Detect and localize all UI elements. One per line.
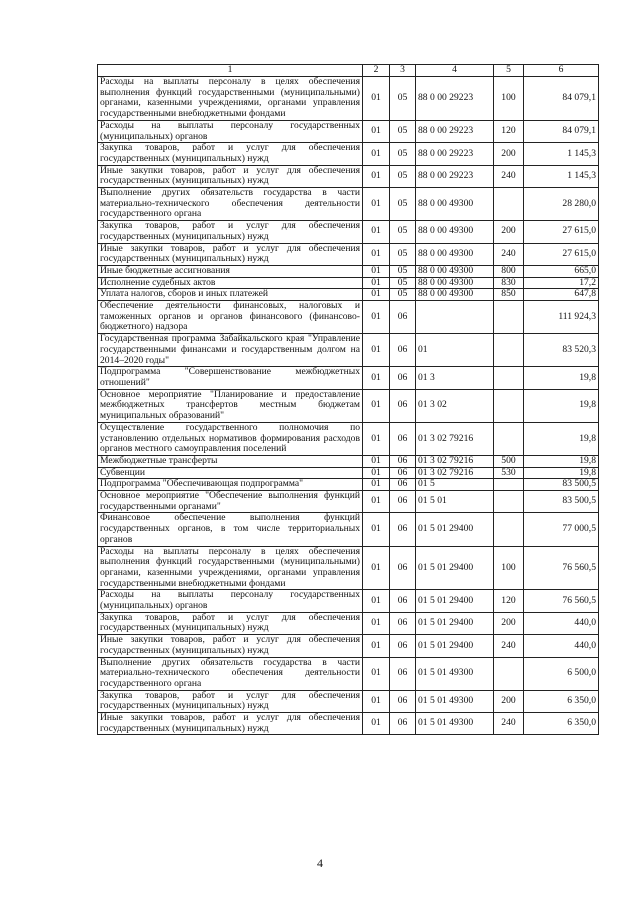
row-expense-type-cell [494, 389, 524, 422]
header-cell-name: 1 [98, 65, 363, 77]
row-name-cell: Иные закупки товаров, работ и услуг для обеспечения государственных (муниципальных) нужд [98, 635, 363, 657]
row-subsection-cell: 06 [390, 713, 416, 735]
row-section-cell: 01 [363, 690, 390, 712]
row-name-cell: Иные закупки товаров, работ и услуг для обеспечения государственных (муниципальных) нужд [98, 243, 363, 265]
row-expense-type-cell [494, 188, 524, 221]
budget-table [97, 64, 599, 735]
row-name-cell: Государственная программа Забайкальского края "Управление государственными финансами и государственным долгом на 2014–2020 годы" [98, 334, 363, 367]
row-amount-cell: 440,0 [524, 635, 599, 657]
row-section-cell: 01 [363, 657, 390, 690]
row-amount-cell: 6 350,0 [524, 713, 599, 735]
row-target-article-cell: 01 5 01 29400 [416, 635, 494, 657]
row-expense-type-cell: 200 [494, 221, 524, 243]
row-name-cell: Обеспечение деятельности финансовых, налоговых и таможенных органов и органов финансового (финансово-бюджетного) надзора [98, 301, 363, 334]
row-section-cell: 01 [363, 165, 390, 187]
row-section-cell: 01 [363, 422, 390, 455]
row-amount-cell: 76 560,5 [524, 546, 599, 590]
row-name-cell: Расходы на выплаты персоналу в целях обеспечения выполнения функций государственными (муниципальными) органами, казенными учреждениями, органами управления государственными внебюджетными фондами [98, 77, 363, 121]
row-subsection-cell: 05 [390, 143, 416, 165]
row-target-article-cell: 88 0 00 49300 [416, 188, 494, 221]
row-target-article-cell: 01 3 [416, 367, 494, 389]
row-subsection-cell: 06 [390, 301, 416, 334]
row-name-cell: Подпрограмма "Обеспечивающая подпрограмма" [98, 479, 363, 491]
header-cell-expense-type: 5 [494, 65, 524, 77]
table-row [98, 479, 599, 491]
table-row [98, 188, 599, 221]
row-target-article-cell: 88 0 00 49300 [416, 265, 494, 277]
row-name-cell: Закупка товаров, работ и услуг для обеспечения государственных (муниципальных) нужд [98, 612, 363, 634]
row-expense-type-cell [494, 334, 524, 367]
header-cell-amount: 6 [524, 65, 599, 77]
row-target-article-cell: 01 5 01 29400 [416, 612, 494, 634]
table-row [98, 635, 599, 657]
table-row [98, 334, 599, 367]
row-section-cell: 01 [363, 612, 390, 634]
row-expense-type-cell: 830 [494, 277, 524, 289]
row-amount-cell: 84 079,1 [524, 77, 599, 121]
row-target-article-cell: 01 3 02 [416, 389, 494, 422]
row-section-cell: 01 [363, 301, 390, 334]
row-expense-type-cell: 500 [494, 455, 524, 467]
row-amount-cell: 17,2 [524, 277, 599, 289]
row-section-cell: 01 [363, 334, 390, 367]
row-amount-cell: 111 924,3 [524, 301, 599, 334]
row-expense-type-cell: 120 [494, 120, 524, 142]
row-amount-cell: 665,0 [524, 265, 599, 277]
row-section-cell: 01 [363, 277, 390, 289]
row-amount-cell: 27 615,0 [524, 243, 599, 265]
row-subsection-cell: 06 [390, 657, 416, 690]
row-target-article-cell: 01 [416, 334, 494, 367]
row-section-cell: 01 [363, 590, 390, 612]
row-section-cell: 01 [363, 243, 390, 265]
row-subsection-cell: 06 [390, 334, 416, 367]
row-amount-cell: 1 145,3 [524, 143, 599, 165]
row-target-article-cell: 88 0 00 49300 [416, 221, 494, 243]
row-target-article-cell: 01 5 01 49300 [416, 657, 494, 690]
row-subsection-cell: 06 [390, 467, 416, 479]
row-amount-cell: 6 500,0 [524, 657, 599, 690]
row-expense-type-cell [494, 491, 524, 513]
row-name-cell: Финансовое обеспечение выполнения функций государственных органов, в том числе территориальных органов [98, 513, 363, 546]
table-row [98, 455, 599, 467]
row-target-article-cell: 01 5 01 49300 [416, 713, 494, 735]
row-amount-cell: 1 145,3 [524, 165, 599, 187]
table-row [98, 143, 599, 165]
row-target-article-cell: 01 5 01 [416, 491, 494, 513]
row-name-cell: Осуществление государственного полномочия по установлению отдельных нормативов формирования расходов органов местного самоуправления поселений [98, 422, 363, 455]
row-amount-cell: 19,8 [524, 367, 599, 389]
row-subsection-cell: 05 [390, 188, 416, 221]
row-subsection-cell: 06 [390, 479, 416, 491]
row-amount-cell: 28 280,0 [524, 188, 599, 221]
row-expense-type-cell: 200 [494, 690, 524, 712]
row-target-article-cell: 01 3 02 79216 [416, 422, 494, 455]
row-expense-type-cell [494, 657, 524, 690]
row-expense-type-cell: 200 [494, 143, 524, 165]
row-target-article-cell: 01 5 01 49300 [416, 690, 494, 712]
table-row [98, 120, 599, 142]
row-section-cell: 01 [363, 120, 390, 142]
row-section-cell: 01 [363, 289, 390, 301]
row-target-article-cell: 88 0 00 29223 [416, 143, 494, 165]
row-target-article-cell: 88 0 00 29223 [416, 77, 494, 121]
row-target-article-cell: 01 5 [416, 479, 494, 491]
table-row [98, 513, 599, 546]
row-expense-type-cell [494, 367, 524, 389]
row-name-cell: Иные закупки товаров, работ и услуг для обеспечения государственных (муниципальных) нужд [98, 165, 363, 187]
row-name-cell: Выполнение других обязательств государства в части материально-технического обеспечения деятельности государственного органа [98, 188, 363, 221]
row-name-cell: Расходы на выплаты персоналу государственных (муниципальных) органов [98, 590, 363, 612]
row-amount-cell: 76 560,5 [524, 590, 599, 612]
table-row [98, 265, 599, 277]
row-target-article-cell: 01 3 02 79216 [416, 467, 494, 479]
table-row [98, 713, 599, 735]
row-amount-cell: 77 000,5 [524, 513, 599, 546]
row-subsection-cell: 06 [390, 491, 416, 513]
row-subsection-cell: 06 [390, 422, 416, 455]
row-target-article-cell: 01 5 01 29400 [416, 546, 494, 590]
table-row [98, 367, 599, 389]
table-row [98, 590, 599, 612]
table-row [98, 690, 599, 712]
row-subsection-cell: 05 [390, 221, 416, 243]
row-subsection-cell: 06 [390, 635, 416, 657]
table-row [98, 243, 599, 265]
row-name-cell: Подпрограмма "Совершенствование межбюджетных отношений" [98, 367, 363, 389]
page-number: 4 [317, 856, 323, 870]
row-section-cell: 01 [363, 513, 390, 546]
row-name-cell: Основное мероприятие "Обеспечение выполнения функций государственными органами" [98, 491, 363, 513]
row-subsection-cell: 05 [390, 289, 416, 301]
row-section-cell: 01 [363, 479, 390, 491]
row-expense-type-cell [494, 301, 524, 334]
row-section-cell: 01 [363, 389, 390, 422]
row-amount-cell: 83 500,5 [524, 491, 599, 513]
row-name-cell: Расходы на выплаты персоналу государственных (муниципальных) органов [98, 120, 363, 142]
row-section-cell: 01 [363, 367, 390, 389]
row-expense-type-cell: 240 [494, 713, 524, 735]
row-section-cell: 01 [363, 467, 390, 479]
row-subsection-cell: 06 [390, 367, 416, 389]
row-section-cell: 01 [363, 77, 390, 121]
row-section-cell: 01 [363, 455, 390, 467]
row-subsection-cell: 05 [390, 165, 416, 187]
row-expense-type-cell [494, 513, 524, 546]
row-name-cell: Выполнение других обязательств государства в части материально-технического обеспечения деятельности государственного органа [98, 657, 363, 690]
budget-table-body [98, 65, 599, 735]
row-amount-cell: 83 520,3 [524, 334, 599, 367]
row-name-cell: Исполнение судебных актов [98, 277, 363, 289]
row-subsection-cell: 06 [390, 513, 416, 546]
row-section-cell: 01 [363, 221, 390, 243]
table-row [98, 657, 599, 690]
header-cell-subsection: 3 [390, 65, 416, 77]
row-subsection-cell: 06 [390, 389, 416, 422]
table-row [98, 467, 599, 479]
row-name-cell: Расходы на выплаты персоналу в целях обеспечения выполнения функций государственными (муниципальными) органами, казенными учреждениями, органами управления государственными внебюджетными фондами [98, 546, 363, 590]
row-target-article-cell: 88 0 00 29223 [416, 120, 494, 142]
row-target-article-cell: 88 0 00 49300 [416, 289, 494, 301]
table-row [98, 77, 599, 121]
row-target-article-cell: 88 0 00 49300 [416, 243, 494, 265]
table-row [98, 422, 599, 455]
row-subsection-cell: 06 [390, 546, 416, 590]
row-expense-type-cell: 240 [494, 243, 524, 265]
row-subsection-cell: 06 [390, 590, 416, 612]
row-expense-type-cell: 850 [494, 289, 524, 301]
row-subsection-cell: 05 [390, 243, 416, 265]
row-amount-cell: 27 615,0 [524, 221, 599, 243]
row-section-cell: 01 [363, 188, 390, 221]
row-section-cell: 01 [363, 713, 390, 735]
table-header-row [98, 65, 599, 77]
row-expense-type-cell: 120 [494, 590, 524, 612]
row-subsection-cell: 05 [390, 265, 416, 277]
row-section-cell: 01 [363, 635, 390, 657]
row-name-cell: Закупка товаров, работ и услуг для обеспечения государственных (муниципальных) нужд [98, 690, 363, 712]
row-expense-type-cell: 800 [494, 265, 524, 277]
row-amount-cell: 19,8 [524, 389, 599, 422]
row-target-article-cell: 01 5 01 29400 [416, 590, 494, 612]
row-expense-type-cell [494, 422, 524, 455]
table-row [98, 546, 599, 590]
row-expense-type-cell: 240 [494, 635, 524, 657]
row-amount-cell: 6 350,0 [524, 690, 599, 712]
row-name-cell: Закупка товаров, работ и услуг для обеспечения государственных (муниципальных) нужд [98, 143, 363, 165]
row-subsection-cell: 06 [390, 690, 416, 712]
table-row [98, 389, 599, 422]
row-target-article-cell: 88 0 00 49300 [416, 277, 494, 289]
header-cell-section: 2 [363, 65, 390, 77]
row-subsection-cell: 05 [390, 77, 416, 121]
table-row [98, 277, 599, 289]
row-expense-type-cell [494, 479, 524, 491]
row-target-article-cell: 88 0 00 29223 [416, 165, 494, 187]
row-name-cell: Иные закупки товаров, работ и услуг для обеспечения государственных (муниципальных) нужд [98, 713, 363, 735]
row-subsection-cell: 06 [390, 612, 416, 634]
row-expense-type-cell: 240 [494, 165, 524, 187]
row-target-article-cell [416, 301, 494, 334]
row-expense-type-cell: 530 [494, 467, 524, 479]
row-name-cell: Иные бюджетные ассигнования [98, 265, 363, 277]
table-row [98, 612, 599, 634]
row-name-cell: Межбюджетные трансферты [98, 455, 363, 467]
row-amount-cell: 19,8 [524, 455, 599, 467]
row-subsection-cell: 05 [390, 277, 416, 289]
row-amount-cell: 440,0 [524, 612, 599, 634]
row-expense-type-cell: 200 [494, 612, 524, 634]
header-cell-target-article: 4 [416, 65, 494, 77]
row-amount-cell: 19,8 [524, 422, 599, 455]
row-section-cell: 01 [363, 265, 390, 277]
row-expense-type-cell: 100 [494, 546, 524, 590]
row-section-cell: 01 [363, 546, 390, 590]
row-section-cell: 01 [363, 491, 390, 513]
row-target-article-cell: 01 5 01 29400 [416, 513, 494, 546]
row-name-cell: Основное мероприятие "Планирование и предоставление межбюджетных трансфертов местным бюджетам муниципальных образований" [98, 389, 363, 422]
row-amount-cell: 84 079,1 [524, 120, 599, 142]
row-name-cell: Субвенции [98, 467, 363, 479]
row-name-cell: Закупка товаров, работ и услуг для обеспечения государственных (муниципальных) нужд [98, 221, 363, 243]
table-row [98, 221, 599, 243]
row-amount-cell: 19,8 [524, 467, 599, 479]
row-section-cell: 01 [363, 143, 390, 165]
row-name-cell: Уплата налогов, сборов и иных платежей [98, 289, 363, 301]
row-target-article-cell: 01 3 02 79216 [416, 455, 494, 467]
row-expense-type-cell: 100 [494, 77, 524, 121]
row-subsection-cell: 06 [390, 455, 416, 467]
table-row [98, 289, 599, 301]
row-amount-cell: 647,8 [524, 289, 599, 301]
row-amount-cell: 83 500,5 [524, 479, 599, 491]
table-row [98, 491, 599, 513]
table-row [98, 165, 599, 187]
table-row [98, 301, 599, 334]
row-subsection-cell: 05 [390, 120, 416, 142]
